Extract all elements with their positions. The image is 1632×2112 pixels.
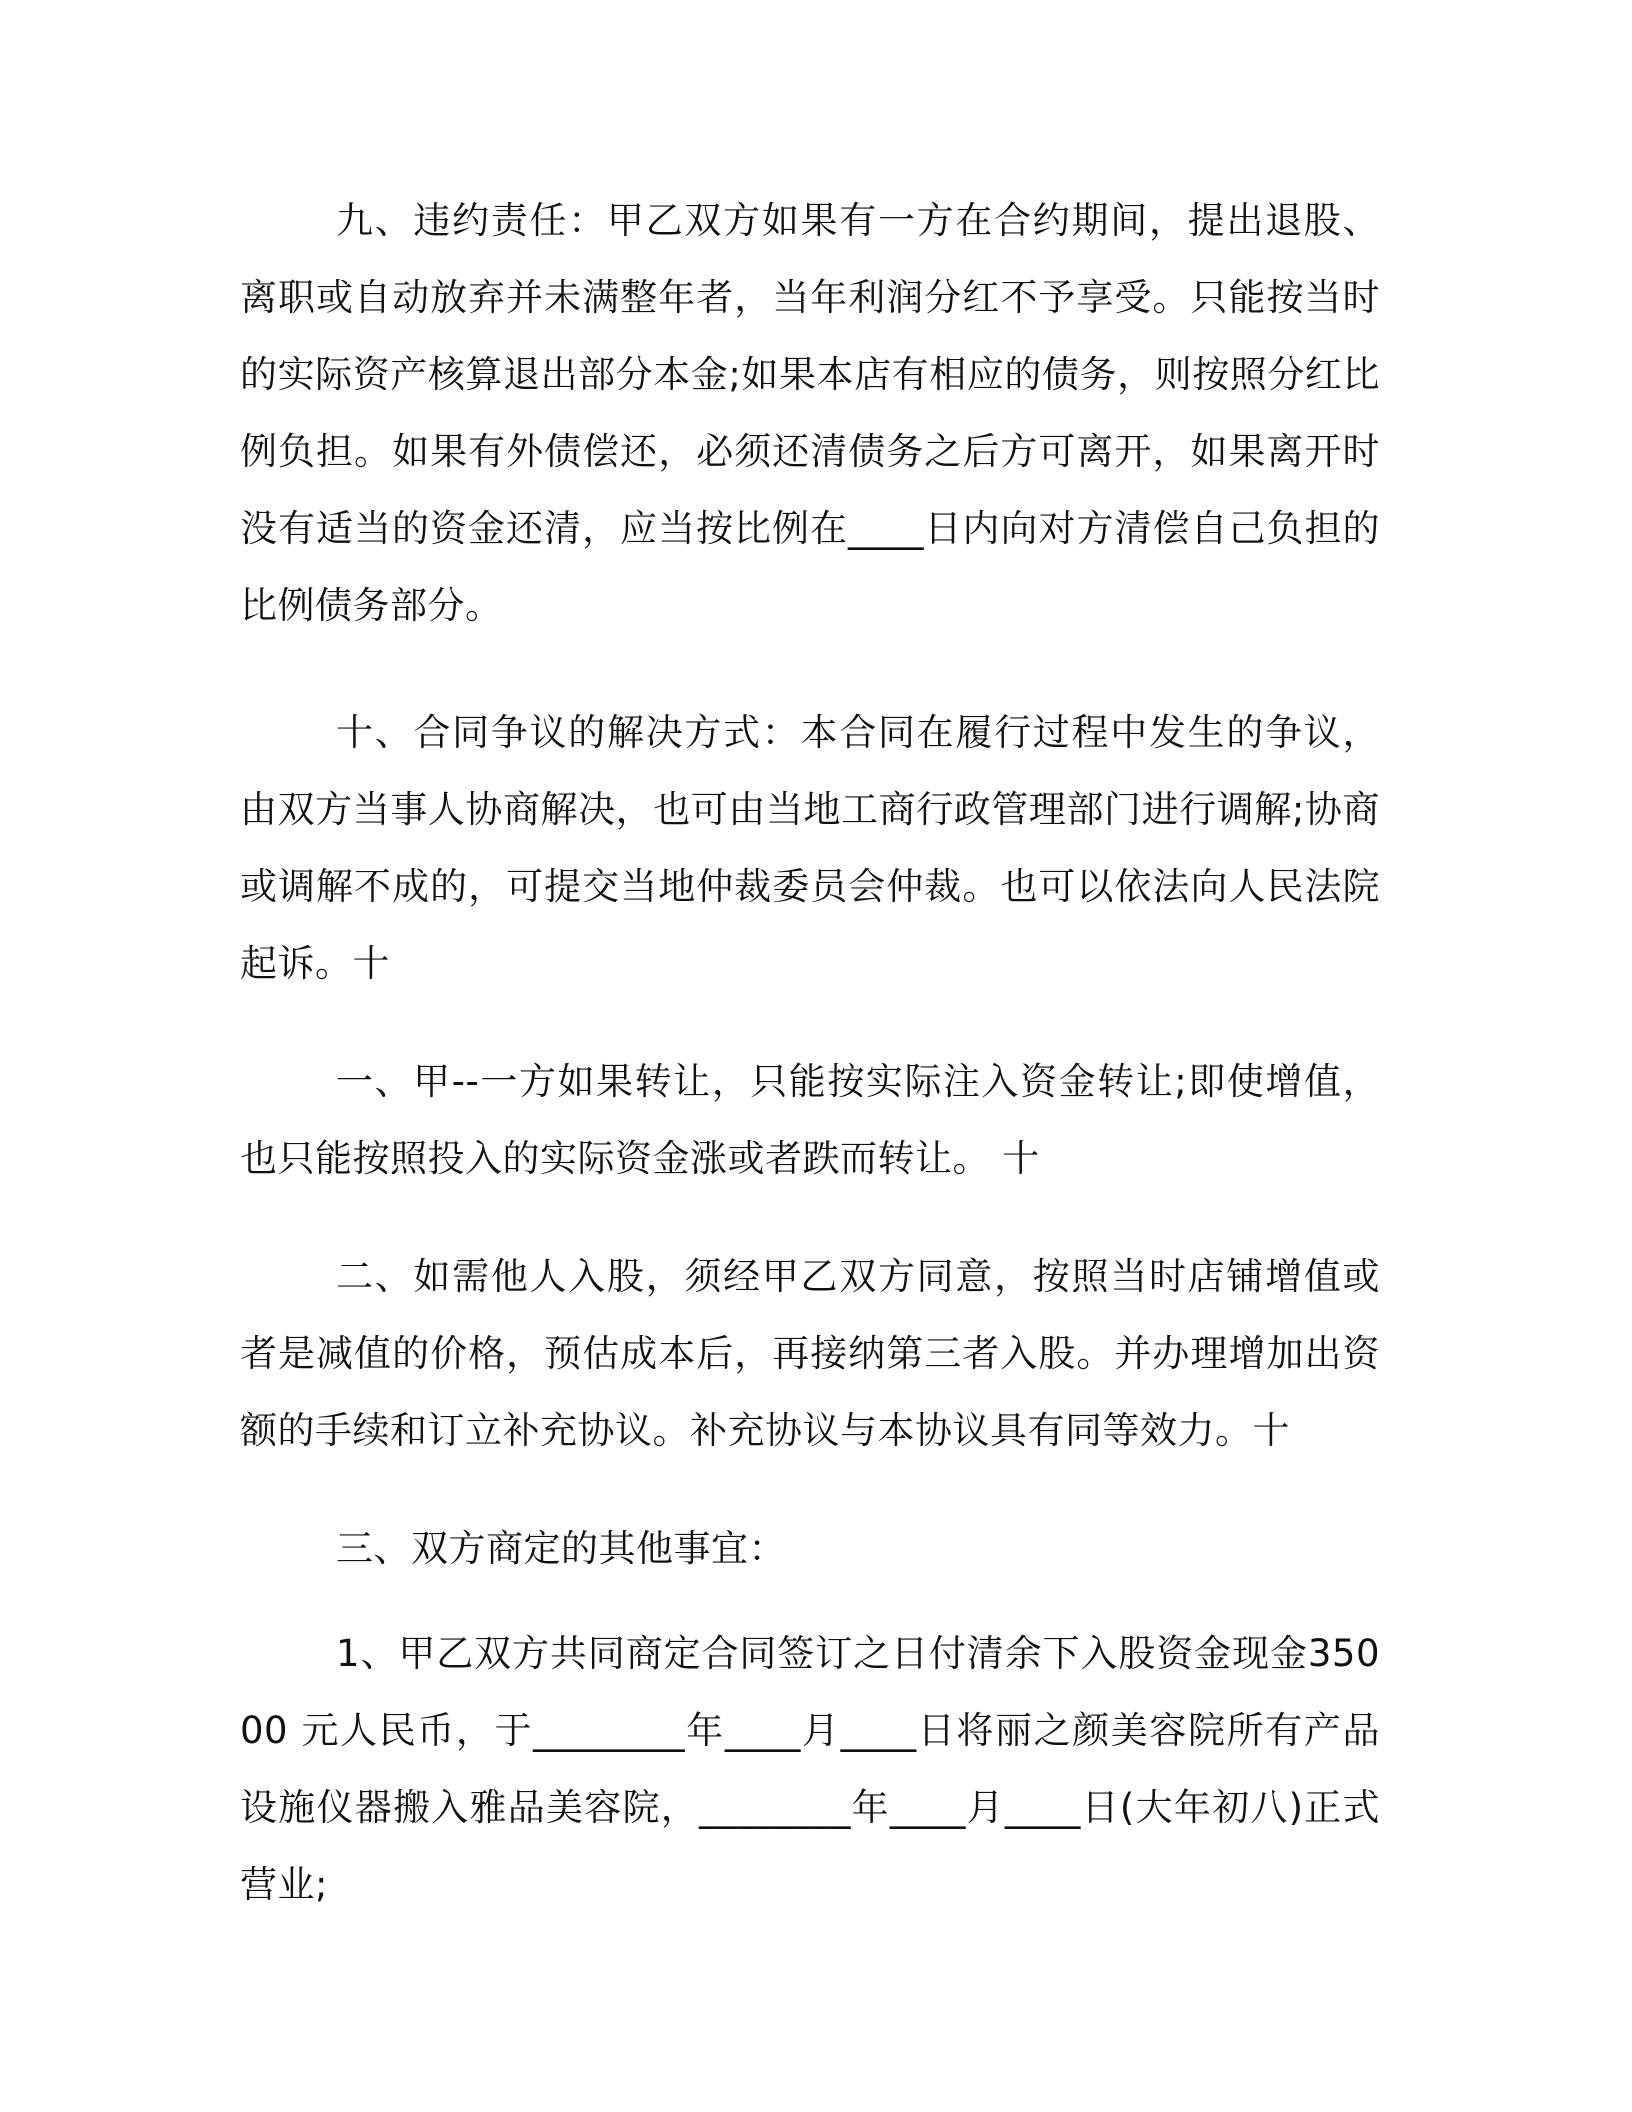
paragraph-new-shareholder: 二、如需他人入股，须经甲乙双方同意，按照当时店铺增值或者是减值的价格，预估成本后，再接纳第三者入股。并办理增加出资额的手续和订立补充协议。补充协议与本协议具有同等效力。十 — [240, 1255, 1380, 1452]
paragraph-other-matters-heading: 三、双方商定的其他事宜： — [336, 1527, 786, 1570]
paragraph-dispute-resolution: 十、合同争议的解决方式：本合同在履行过程中发生的争议，由双方当事人协商解决，也可由当地工商行政管理部门进行调解;协商或调解不成的，可提交当地仲裁委员会仲裁。也可以依法向人民法院起诉。十 — [240, 711, 1380, 985]
paragraph-breach-liability: 九、违约责任：甲乙双方如果有一方在合约期间，提出退股、离职或自动放弃并未满整年者，当年利润分红不予享受。只能按当时的实际资产核算退出部分本金;如果本店有相应的债务，则按照分红比例负担。如果有外债偿还，必须还清债务之后方可离开，如果离开时没有适当的资金还清，应当按比例在____日内向对方清偿自己负担的比例债务部分。 — [240, 199, 1380, 627]
document-body — [240, 182, 1380, 1923]
paragraph-payment-and-opening: 1、甲乙双方共同商定合同签订之日付清余下入股资金现金35000 元人民币，于________年____月____日将丽之颜美容院所有产品设施仪器搬入雅品美容院，________年____月____日(大年初八)正式营业; — [240, 1632, 1380, 1906]
paragraph-share-transfer: 一、甲--一方如果转让，只能按实际注入资金转让;即使增值，也只能按照投入的实际资金涨或者跌而转让。 十 — [240, 1060, 1380, 1180]
